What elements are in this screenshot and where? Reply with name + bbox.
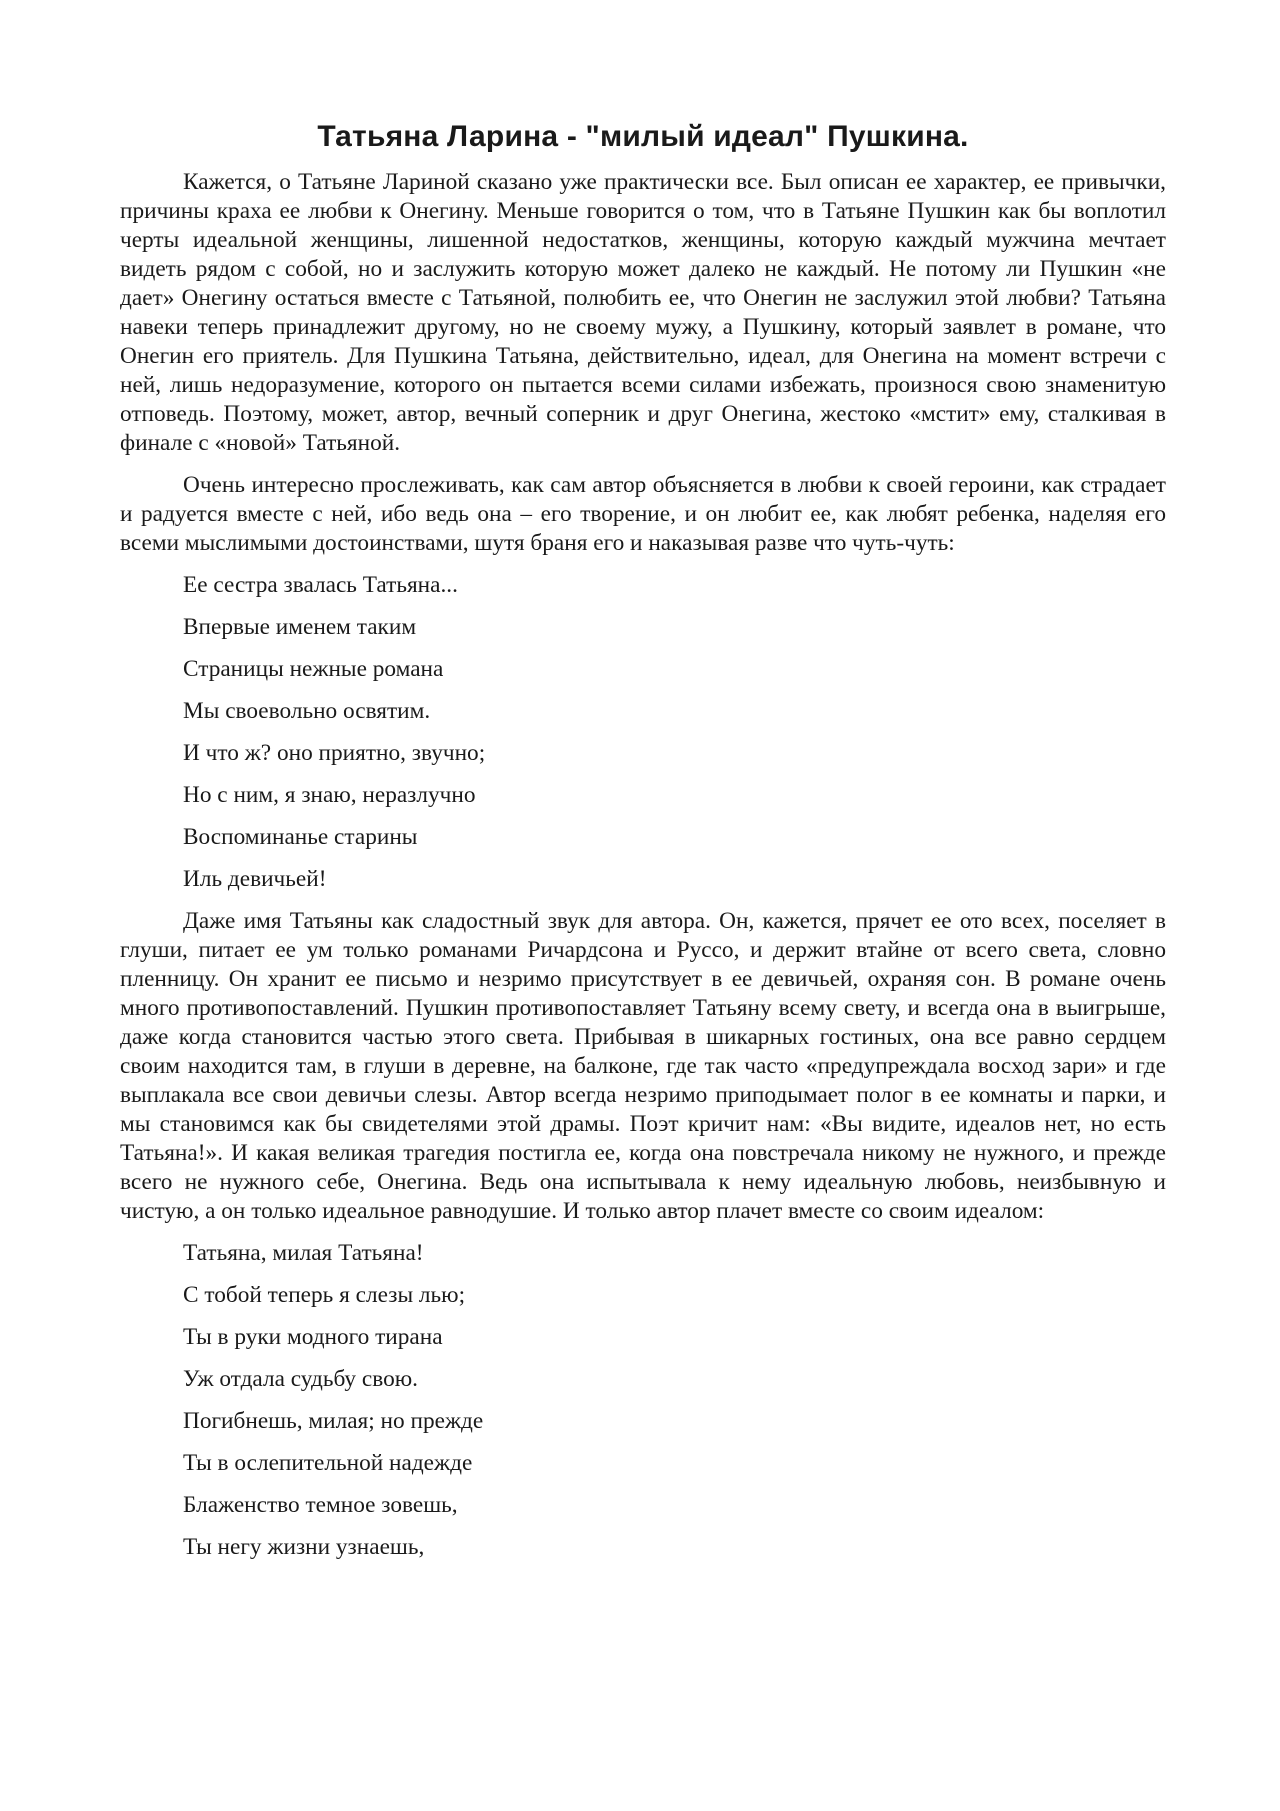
verse-line: Страницы нежные романа <box>183 656 444 682</box>
verse-line: Впервые именем таким <box>183 614 417 640</box>
verse-block-2 <box>120 1239 1166 1562</box>
paragraph-name-sweet-sound: Даже имя Татьяны как сладостный звук для автора. Он, кажется, прячет ее ото всех, поселяет в глуши, питает ее ум только романами Ричардсона и Руссо, и держит втайне от всего света, словно пленницу. Он хранит ее письмо и незримо присутствует в ее девичьей, охраняя сон. В романе очень много противопоставлений. Пушкин противопоставляет Татьяну всему свету, и всегда она в выигрыше, даже когда становится частью этого света. Прибывая в шикарных гостиных, она все равно сердцем своим находится там, в глуши в деревне, на балконе, где так часто «предупреждала восход зари» и где выплакала все свои девичьи слезы. Автор всегда незримо приподымает полог в ее комнаты и парки, и мы становимся как бы свидетелями этой драмы. Поэт кричит нам: «Вы видите, идеалов нет, но есть Татьяна!». И какая великая трагедия постигла ее, когда она повстречала никому не нужного, и прежде всего не нужного себе, Онегина. Ведь она испытывала к нему идеальную любовь, неизбывную и чистую, а он только идеальное равнодушие. И только автор плачет вместе со своим идеалом: <box>120 908 1166 1224</box>
verse-line: И что ж? оно приятно, звучно; <box>183 740 486 766</box>
verse-line: Ее сестра звалась Татьяна... <box>183 572 458 598</box>
verse-line: Иль девичьей! <box>183 866 327 892</box>
verse-line: Но с ним, я знаю, неразлучно <box>183 782 476 808</box>
verse-block-1 <box>120 571 1166 894</box>
verse-line: Мы своевольно освятим. <box>183 698 431 724</box>
verse-line: Ты в руки модного тирана <box>183 1324 443 1350</box>
verse-line: Ты в ослепительной надежде <box>183 1450 473 1476</box>
verse-line: Ты негу жизни узнаешь, <box>183 1534 425 1560</box>
document-title: Татьяна Ларина - "милый идеал" Пушкина. <box>317 120 969 153</box>
paragraph-author-love: Очень интересно прослеживать, как сам автор объясняется в любви к своей героини, как страдает и радуется вместе с ней, ибо ведь она – его творение, и он любит ее, как любят ребенка, наделяя его всеми мыслимыми достоинствами, шутя браня его и наказывая разве что чуть-чуть: <box>120 472 1166 556</box>
document-page <box>120 118 1166 1575</box>
verse-line: Татьяна, милая Татьяна! <box>183 1240 424 1266</box>
verse-line: Воспоминанье старины <box>183 824 418 850</box>
verse-line: Уж отдала судьбу свою. <box>183 1366 418 1392</box>
paragraph-intro: Кажется, о Татьяне Лариной сказано уже практически все. Был описан ее характер, ее привычки, причины краха ее любви к Онегину. Меньше говорится о том, что в Татьяне Пушкин как бы воплотил черты идеальной женщины, лишенной недостатков, женщины, которую каждый мужчина мечтает видеть рядом с собой, но и заслужить которую может далеко не каждый. Не потому ли Пушкин «не дает» Онегину остаться вместе с Татьяной, полюбить ее, что Онегин не заслужил этой любви? Татьяна навеки теперь принадлежит другому, но не своему мужу, а Пушкину, который заявлет в романе, что Онегин его приятель. Для Пушкина Татьяна, действительно, идеал, для Онегина на момент встречи с ней, лишь недоразумение, которого он пытается всеми силами избежать, произнося свою знаменитую отповедь. Поэтому, может, автор, вечный соперник и друг Онегина, жестоко «мстит» ему, сталкивая в финале с «новой» Татьяной. <box>120 169 1166 456</box>
verse-line: С тобой теперь я слезы лью; <box>183 1282 466 1308</box>
verse-line: Блаженство темное зовешь, <box>183 1492 458 1518</box>
verse-line: Погибнешь, милая; но прежде <box>183 1408 484 1434</box>
